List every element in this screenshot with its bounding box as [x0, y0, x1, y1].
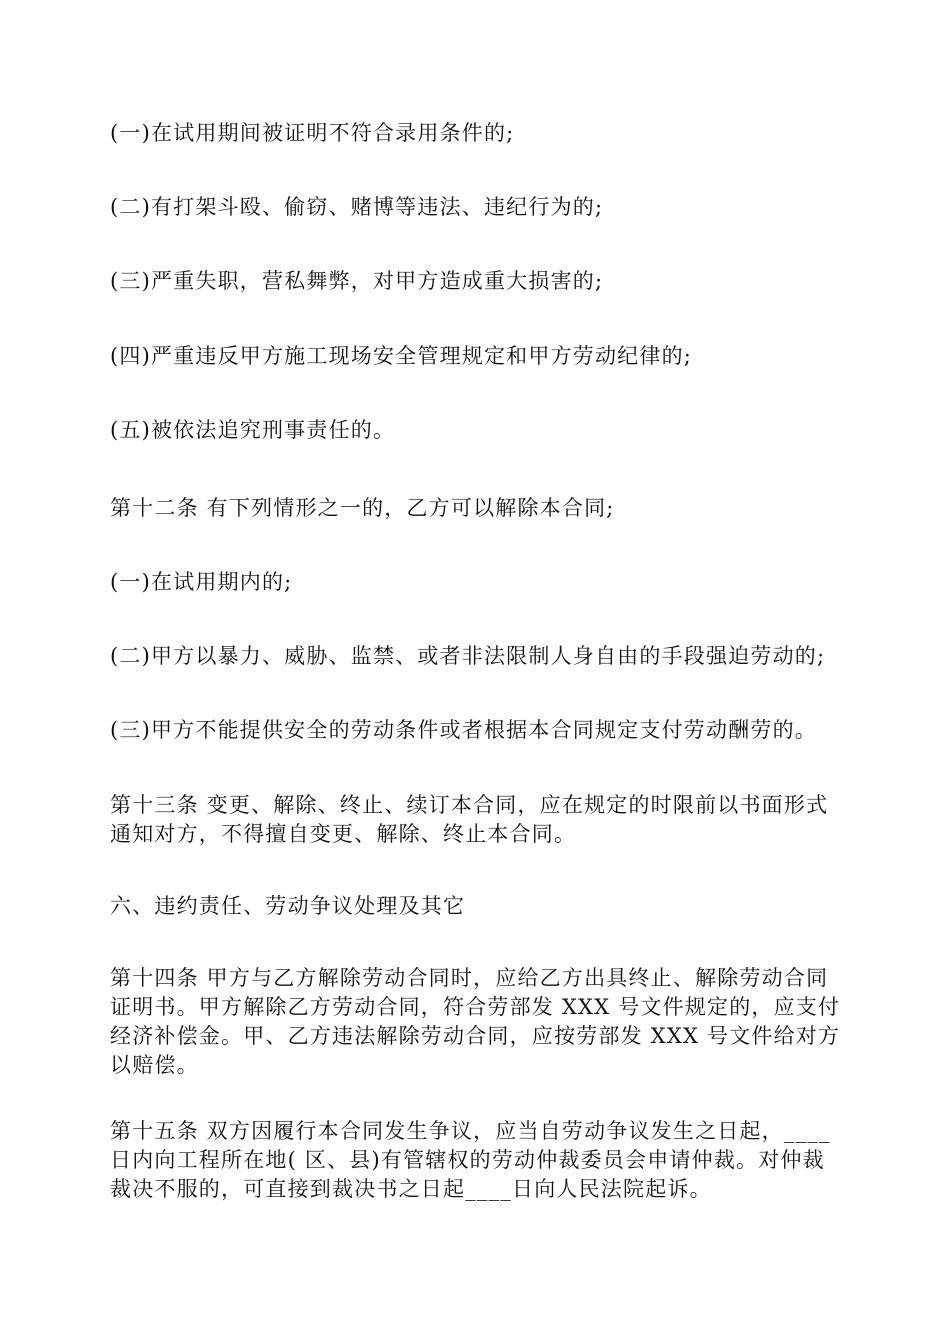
text-line: 通知对方，不得擅自变更、解除、终止本合同。	[110, 822, 577, 846]
text-line: 第十三条 变更、解除、终止、续订本合同，应在规定的时限前以书面形式	[110, 793, 829, 817]
text-line: 第十五条 双方因履行本合同发生争议，应当自劳动争议发生之日起，____	[110, 1119, 831, 1143]
text-line: 日内向工程所在地( 区、县)有管辖权的劳动仲裁委员会申请仲裁。对仲裁	[110, 1148, 825, 1172]
article-12-item-3	[110, 716, 845, 745]
clause-item-4	[110, 342, 845, 371]
article-14	[110, 964, 845, 1080]
text-line: (一)在试用期内的;	[110, 570, 293, 594]
clause-item-1	[110, 119, 845, 148]
text-line: (五)被依法追究刑事责任的。	[110, 418, 396, 442]
article-12	[110, 494, 845, 523]
text-line: (四)严重违反甲方施工现场安全管理规定和甲方劳动纪律的;	[110, 344, 693, 368]
section-heading	[110, 892, 845, 921]
clause-item-5	[110, 416, 845, 445]
article-13	[110, 791, 845, 849]
text-line: 裁决不服的，可直接到裁决书之日起____日向人民法院起诉。	[110, 1177, 712, 1201]
text-line: 第十二条 有下列情形之一的，乙方可以解除本合同;	[110, 496, 615, 520]
article-12-item-1	[110, 568, 845, 597]
text-line: (二)有打架斗殴、偷窃、赌博等违法、违纪行为的;	[110, 195, 604, 219]
text-line: (三)严重失职，营私舞弊，对甲方造成重大损害的;	[110, 269, 604, 293]
article-15	[110, 1117, 845, 1204]
text-line: (一)在试用期间被证明不符合录用条件的;	[110, 121, 515, 145]
text-line: 证明书。甲方解除乙方劳动合同，符合劳部发 XXX 号文件规定的，应支付	[110, 995, 841, 1019]
text-line: 第十四条 甲方与乙方解除劳动合同时，应给乙方出具终止、解除劳动合同	[110, 966, 829, 990]
text-line: 经济补偿金。甲、乙方违法解除劳动合同，应按劳部发 XXX 号文件给对方	[110, 1024, 841, 1048]
article-12-item-2	[110, 642, 845, 671]
text-line: 以赔偿。	[110, 1053, 199, 1077]
clause-item-3	[110, 267, 845, 296]
clause-item-2	[110, 193, 845, 222]
text-line: 六、违约责任、劳动争议处理及其它	[110, 894, 466, 918]
text-line: (三)甲方不能提供安全的劳动条件或者根据本合同规定支付劳动酬劳的。	[110, 718, 817, 742]
text-line: (二)甲方以暴力、威胁、监禁、或者非法限制人身自由的手段强迫劳动的;	[110, 644, 826, 668]
